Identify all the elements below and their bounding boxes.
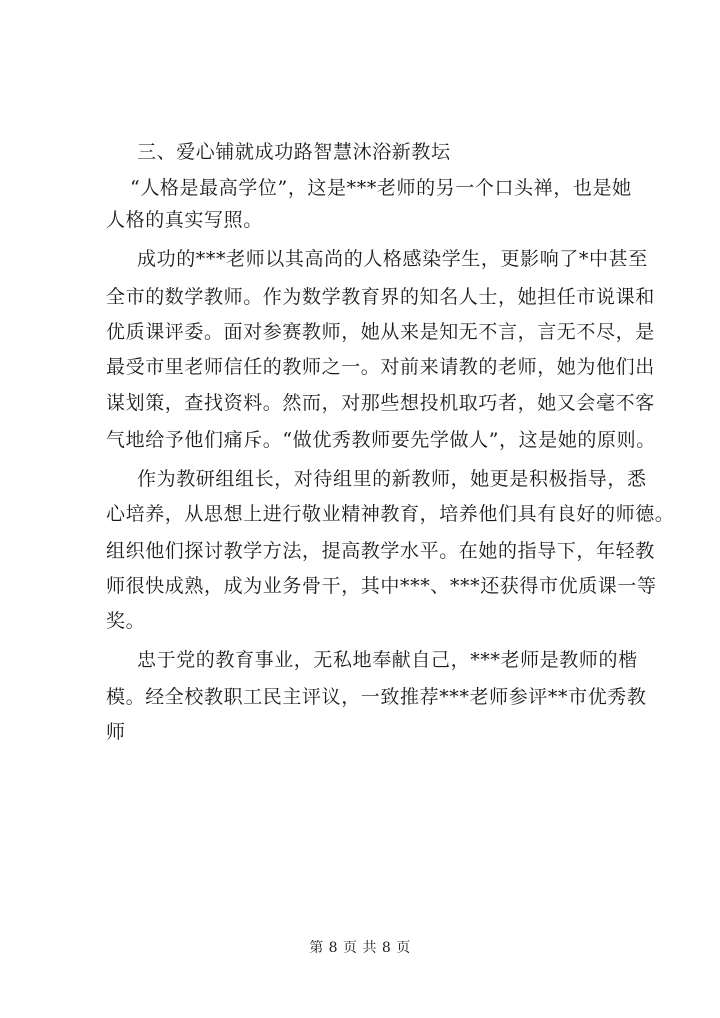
- paragraph-line: 谋划策，查找资料。然而，对那些想投机取巧者，她又会毫不客: [106, 392, 655, 414]
- paragraph-line: 优质课评委。面对参赛教师，她从来是知无不言，言无不尽，是: [106, 321, 655, 343]
- page-number-footer: 第 8 页 共 8 页: [309, 940, 411, 956]
- section-heading: 三、爱心铺就成功路智慧沐浴新教坛: [137, 141, 451, 163]
- paragraph-line: 全市的数学教师。作为数学教育界的知名人士，她担任市说课和: [106, 286, 655, 308]
- paragraph-line: 最受市里老师信任的教师之一。对前来请教的老师，她为他们出: [106, 356, 655, 378]
- paragraph-line: 奖。: [106, 610, 146, 632]
- paragraph-line: 成功的***老师以其高尚的人格感染学生，更影响了*中甚至: [137, 248, 648, 270]
- paragraph-line: 组织他们探讨教学方法，提高教学水平。在她的指导下，年轻教: [106, 540, 655, 562]
- paragraph-line: “人格是最高学位”，这是***老师的另一个口头禅，也是她: [130, 177, 632, 199]
- paragraph-line: 作为教研组组长，对待组里的新教师，她更是积极指导，悉: [137, 468, 647, 490]
- paragraph-line: 气地给予他们痛斥。“做优秀教师要先学做人”，这是她的原则。: [106, 429, 656, 451]
- paragraph-line: 忠于党的教育事业，无私地奉献自己，***老师是教师的楷: [137, 649, 638, 671]
- paragraph-line: 人格的真实写照。: [106, 209, 263, 231]
- paragraph-line: 师: [106, 721, 126, 743]
- paragraph-line: 心培养，从思想上进行敬业精神教育，培养他们具有良好的师德。: [106, 503, 675, 525]
- paragraph-line: 模。经全校教职工民主评议，一致推荐***老师参评**市优秀教: [106, 686, 647, 708]
- paragraph-line: 师很快成熟，成为业务骨干，其中***、***还获得市优质课一等: [106, 575, 657, 597]
